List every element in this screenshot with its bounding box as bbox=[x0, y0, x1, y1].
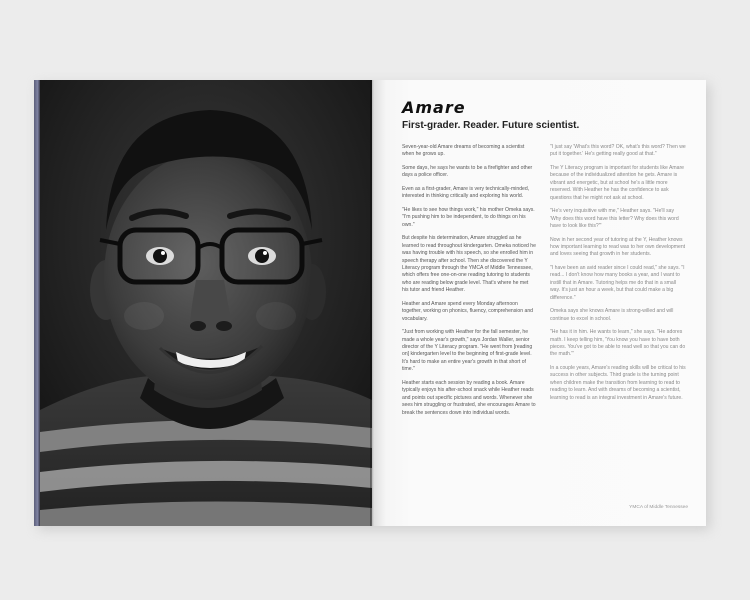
spine-gutter bbox=[370, 80, 374, 526]
paragraph: Some days, he says he wants to be a firefighter and other days a police officer. bbox=[402, 165, 533, 179]
paragraph: "He has it in him. He wants to learn," she says. "He adores math. I keep telling him, 'You know you have to have both pieces. You've got to be able to read well so that you can do the math.'" bbox=[550, 329, 686, 358]
page-footer: YMCA of Middle Tennessee bbox=[629, 505, 688, 510]
paragraph: "Just from working with Heather for the fall semester, he made a whole year's growth," says Jordan Waller, senior director of the Y Literacy program. "He went from [reading on] kindergarten level to the beginning of first-grade level. It's hard to make an entire year's growth in that short of time." bbox=[402, 329, 533, 373]
paragraph: Seven-year-old Amare dreams of becoming a scientist when he grows up. bbox=[402, 144, 525, 158]
paragraph: In a couple years, Amare's reading skills will be critical to his success in other subjects. Third grade is the turning point when children make the transition from learning to read to reading to learn. And with dreams of becoming a scientist, learning to read is an integral investment in Amare's future. bbox=[550, 365, 686, 401]
paragraph: But despite his determination, Amare struggled as he learned to read throughout kindergarten. Omeka noticed he was having trouble with his speech, so she enrolled him in speech therapy after school. Then she discovered the Y Literacy program through the YMCA of Middle Tennessee, which offers free one-on-one reading tutoring to students who are reading below grade level. That's where he met his tutor and friend Heather. bbox=[402, 235, 536, 294]
paragraph: "I have been an avid reader since I could read," she says. "I read... I don't know how many books a year, and I want to instill that in Amare. Tutoring helps me do that in a small way. It's just an hour a week, but that could make a big difference." bbox=[550, 265, 685, 301]
paragraph: "He likes to see how things work," his mother Omeka says. "I'm pushing him to be independent, to do things on his own." bbox=[402, 207, 535, 228]
paragraph: Now in her second year of tutoring at the Y, Heather knows how important learning to read was to her own development and loves seeing that growth in her students. bbox=[550, 236, 686, 258]
article-subtitle: First-grader. Reader. Future scientist. bbox=[402, 120, 580, 131]
paragraph: The Y Literacy program is important for students like Amare because of the individualized attention he gets. Amare is vibrant and energetic, but at school he's a little more reserved. With Heather he has the confidence to ask questions that he might not ask at school. bbox=[550, 165, 685, 201]
paragraph: "He's very inquisitive with me," Heather says. "He'll say 'Why does this word have this letter? Why does this word have to look like this?'" bbox=[550, 208, 679, 230]
portrait-photo bbox=[40, 80, 372, 526]
paragraph: Omeka says she knows Amare is strong-willed and will continue to excel in school. bbox=[550, 308, 674, 322]
paragraph: Heather starts each session by reading a book. Amare typically enjoys his after-school snack while Heather reads and points out specific pictures and words. Whenever she sees him struggling or frustrated, she encourages Amare to break the sentences down into individual words. bbox=[402, 379, 536, 416]
paragraph: Heather and Amare spend every Monday afternoon together, working on phonics, fluency, comprehension and vocabulary. bbox=[402, 300, 534, 322]
text-column-right bbox=[550, 144, 686, 408]
right-page bbox=[372, 80, 706, 526]
paragraph: Even as a first-grader, Amare is very technically-minded, interested in thinking critically and exploring his world. bbox=[402, 186, 530, 200]
magazine-spread bbox=[34, 80, 706, 526]
left-page bbox=[34, 80, 372, 526]
text-column-left bbox=[402, 144, 536, 423]
article-title: Amare bbox=[402, 98, 466, 117]
paragraph: "I just say 'What's this word? OK, what's this word? Then we put it together.' He's getting really good at that." bbox=[550, 144, 686, 158]
